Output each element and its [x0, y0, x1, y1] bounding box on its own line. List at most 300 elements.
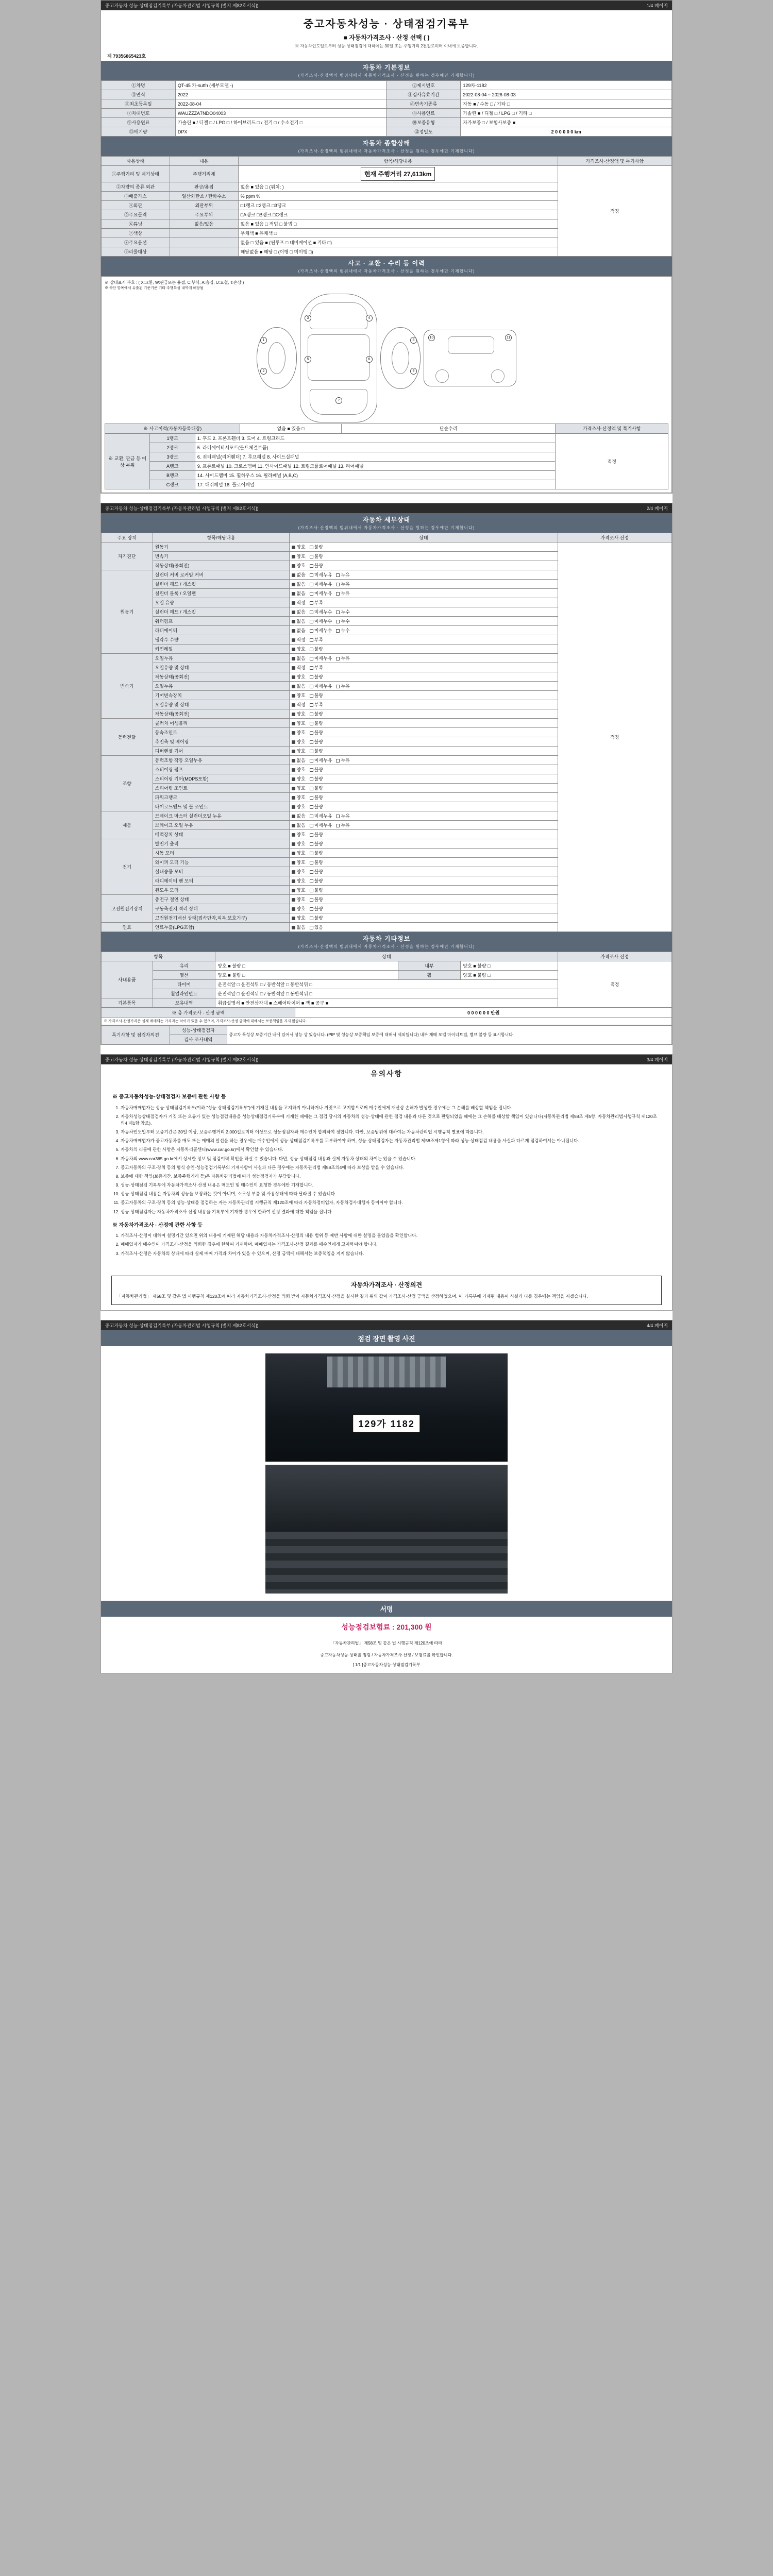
parts-rank-table [105, 433, 668, 489]
checkbox-icon[interactable] [292, 907, 295, 911]
checkbox-icon[interactable] [292, 713, 295, 716]
checkbox-icon[interactable] [292, 722, 295, 725]
detail-option[interactable]: 없음 [292, 812, 305, 819]
notice-item: 11. 중고자동차의 구조·장치 등의 성능·상태를 점검하는 자는 자동차관리법 시행규칙 제120조에 따라 자동차정비업자, 자동차검사대행자 등이어야 합니다. [121, 1199, 661, 1206]
parts-desc-2: 5. 라디에이터서포트(볼트체결부품) [195, 443, 556, 452]
checkbox-icon[interactable] [310, 833, 313, 837]
checkbox-icon[interactable] [310, 666, 313, 670]
detail-option[interactable]: 누수 [336, 618, 349, 624]
basic-info-table [101, 80, 672, 137]
checkbox-icon[interactable] [292, 564, 295, 568]
detail-option[interactable]: 미세누유 [310, 590, 332, 597]
detail-option[interactable]: 미세누유 [310, 655, 332, 662]
checkbox-icon[interactable] [292, 889, 295, 892]
other-r2-c: 양호 ■ 불량 □ [215, 971, 398, 980]
detail-option[interactable]: 없음 [292, 627, 305, 634]
detail-item-options [290, 765, 558, 774]
checkbox-icon[interactable] [292, 768, 295, 772]
marker-6: 6 [366, 356, 373, 363]
marker-4: 4 [366, 315, 373, 321]
checkbox-icon[interactable] [336, 685, 340, 688]
checkbox-icon[interactable] [292, 657, 295, 660]
parts-desc-5: 14. 사이드멤버 15. 휠하우스 16. 필라패널 (A,B,C) [195, 471, 556, 480]
detail-option[interactable]: 양호 [292, 673, 305, 680]
detail-option[interactable]: 없음 [292, 608, 305, 615]
detail-option[interactable]: 불량 [310, 738, 323, 745]
table-row [102, 109, 672, 118]
checkbox-icon[interactable] [336, 657, 340, 660]
detail-group-name: 변속기 [102, 654, 153, 719]
overall-r7-b [170, 229, 238, 238]
detail-option[interactable]: 양호 [292, 905, 305, 912]
checkbox-icon[interactable] [292, 592, 295, 596]
detail-option[interactable]: 양호 [292, 868, 305, 875]
page-2 [100, 503, 673, 1045]
checkbox-icon[interactable] [292, 815, 295, 818]
overall-r5-c: □A랭크 □B랭크 □C랭크 [238, 210, 558, 219]
detail-item-label: 와이퍼 모터 기능 [153, 858, 290, 867]
detail-item-label: 윈도우 모터 [153, 886, 290, 895]
checkbox-icon[interactable] [292, 833, 295, 837]
notice-item: 3. 가격조사·산정은 자동차의 상태에 따라 실제 매매 가격과 차이가 있을 수 있으며, 산정 금액에 대해서는 보증책임을 지지 않습니다. [121, 1250, 661, 1257]
detail-option[interactable]: 양호 [292, 553, 305, 560]
detail-item-label: 실린더 블록 / 오일팬 [153, 589, 290, 598]
page-4-topbar [101, 1320, 672, 1330]
overall-r1-b: 주행거리계 [170, 166, 238, 182]
detail-option[interactable]: 미세누수 [310, 618, 332, 624]
checkbox-icon[interactable] [310, 750, 313, 753]
total-price-table [101, 1008, 672, 1025]
detail-option[interactable]: 누유 [336, 581, 349, 587]
checkbox-icon[interactable] [310, 629, 313, 633]
total-price-value: 0 0 0 0 0 0 만원 [295, 1008, 672, 1018]
detail-option[interactable]: 양호 [292, 803, 305, 810]
checkbox-icon[interactable] [292, 685, 295, 688]
detail-option[interactable]: 불량 [310, 905, 323, 912]
other-col-3: 가격조사·산정 [558, 952, 671, 961]
checkbox-icon[interactable] [292, 796, 295, 800]
other-r2-e: 양호 ■ 불량 □ [461, 971, 558, 980]
detail-option[interactable]: 없음 [292, 822, 305, 828]
detail-option[interactable]: 부족 [310, 636, 323, 643]
checkbox-icon[interactable] [310, 573, 313, 577]
checkbox-icon[interactable] [292, 861, 295, 865]
detail-option[interactable]: 누유 [336, 822, 349, 828]
checkbox-icon[interactable] [292, 666, 295, 670]
checkbox-icon[interactable] [310, 917, 313, 920]
checkbox-icon[interactable] [310, 861, 313, 865]
overall-r9-b [170, 247, 238, 257]
detail-table-body [102, 543, 672, 932]
parts-rank-5: B랭크 [150, 471, 195, 480]
checkbox-icon[interactable] [310, 648, 313, 651]
detail-option[interactable]: 불량 [310, 914, 323, 921]
detail-option[interactable]: 불량 [310, 794, 323, 801]
checkbox-icon[interactable] [336, 611, 340, 614]
checkbox-icon[interactable] [310, 759, 313, 762]
other-band [101, 932, 672, 952]
detail-item-label: 디퍼렌셜 기어 [153, 747, 290, 756]
checkbox-icon[interactable] [292, 694, 295, 698]
detail-option[interactable]: 불량 [310, 748, 323, 754]
detail-option[interactable]: 불량 [310, 544, 323, 550]
detail-item-options [290, 691, 558, 700]
right-side-view [380, 327, 421, 389]
checkbox-icon[interactable] [310, 852, 313, 855]
detail-option[interactable]: 양호 [292, 831, 305, 838]
checkbox-icon[interactable] [292, 824, 295, 827]
checkbox-icon[interactable] [310, 926, 313, 929]
marker-11: 11 [505, 334, 512, 341]
checkbox-icon[interactable] [292, 805, 295, 809]
detail-option[interactable]: 양호 [292, 720, 305, 726]
checkbox-icon[interactable] [292, 870, 295, 874]
checkbox-icon[interactable] [336, 759, 340, 762]
detail-option[interactable]: 불량 [310, 840, 323, 847]
detail-item-options [290, 635, 558, 645]
detail-option[interactable]: 양호 [292, 729, 305, 736]
marker-3: 3 [305, 315, 311, 321]
document-title: 중고자동차성능 · 상태점검기록부 [303, 19, 470, 30]
checkbox-icon[interactable] [292, 777, 295, 781]
checkbox-icon[interactable] [310, 842, 313, 846]
special-notes-text: 중고차 특성상 보증기간 내에 있어서 성능 상 있습니다. (PIP 및 성능상 보증책임 보증에 대해서 제외됩니다) 내부 재매 모델 마이너트립, 벨브 불량 등 표시합니다 [227, 1026, 671, 1044]
detail-item-options [290, 811, 558, 821]
checkbox-icon[interactable] [292, 583, 295, 586]
checkbox-icon[interactable] [310, 592, 313, 596]
other-r1-e: 양호 ■ 불량 □ [461, 961, 558, 971]
detail-option[interactable]: 부족 [310, 599, 323, 606]
detail-option[interactable]: 미세누유 [310, 571, 332, 578]
detail-option[interactable]: 불량 [310, 803, 323, 810]
checkbox-icon[interactable] [310, 796, 313, 800]
detail-option[interactable]: 불량 [310, 710, 323, 717]
checkbox-icon[interactable] [310, 713, 313, 716]
checkbox-icon[interactable] [310, 638, 313, 642]
detail-item-label: 시동 모터 [153, 849, 290, 858]
detail-item-label: 등속조인트 [153, 728, 290, 737]
detail-option[interactable]: 누유 [336, 757, 349, 764]
other-r1-b: 유리 [153, 961, 215, 971]
table-row [102, 118, 672, 127]
parts-rank-2: 2랭크 [150, 443, 195, 452]
checkbox-icon[interactable] [292, 917, 295, 920]
detail-option[interactable]: 누유 [336, 590, 349, 597]
detail-option[interactable]: 누수 [336, 608, 349, 615]
basic-info-band-sub: (가격조사·산정액의 범위내에서 자동차가격조사 · 산정을 원하는 경우에만 기재합니다) [298, 73, 475, 78]
detail-option[interactable]: 양호 [292, 859, 305, 866]
detail-option[interactable]: 양호 [292, 692, 305, 699]
notice-item: 2. 매매업자가 매수인이 가격조사·산정을 의뢰한 경우에 한하여 기재하며, 매매업자는 가격조사·산정 결과를 매수인에게 고지하여야 합니다. [121, 1241, 661, 1248]
checkbox-icon[interactable] [336, 815, 340, 818]
detail-option[interactable]: 누유 [336, 571, 349, 578]
checkbox-icon[interactable] [310, 768, 313, 772]
detail-option[interactable]: 불량 [310, 850, 323, 856]
parts-rank-6: C랭크 [150, 480, 195, 489]
overall-r8-b [170, 238, 238, 247]
detail-option[interactable]: 양호 [292, 896, 305, 903]
checkbox-icon[interactable] [310, 815, 313, 818]
detail-option[interactable]: 불량 [310, 887, 323, 893]
parts-label: ※ 교환, 판금 등 이상 부위 [105, 434, 150, 489]
checkbox-icon[interactable] [292, 852, 295, 855]
detail-option[interactable]: 불량 [310, 868, 323, 875]
checkbox-icon[interactable] [310, 805, 313, 809]
notice-item: 8. 보증에 대한 책임(보증기간, 보증주행거리 등)은 자동차관리법에 따라 성능점검자가 부담합니다. [121, 1173, 661, 1180]
detail-option[interactable]: 양호 [292, 766, 305, 773]
detail-option[interactable]: 불량 [310, 562, 323, 569]
checkbox-icon[interactable] [336, 620, 340, 623]
detail-item-label: 오일누유 [153, 682, 290, 691]
detail-option[interactable]: 미세누유 [310, 581, 332, 587]
overall-r3-c: % ppm % [238, 192, 558, 201]
detail-option[interactable]: 불량 [310, 646, 323, 652]
detail-option[interactable]: 누유 [336, 655, 349, 662]
detail-eval-value: 적정 [558, 543, 671, 932]
detail-option[interactable]: 양호 [292, 710, 305, 717]
detail-option[interactable]: 적정 [292, 636, 305, 643]
checkbox-icon[interactable] [292, 731, 295, 735]
overall-r9-c: 해당없음 ■ 해당 □ (이행 □ 미이행 □) [238, 247, 558, 257]
basic-value-4: 2022-08-04 ~ 2026-08-03 [461, 90, 672, 99]
detail-option[interactable]: 없음 [292, 571, 305, 578]
checkbox-icon[interactable] [292, 898, 295, 902]
detail-option[interactable]: 누유 [336, 812, 349, 819]
checkbox-icon[interactable] [292, 648, 295, 651]
detail-option[interactable]: 불량 [310, 673, 323, 680]
checkbox-icon[interactable] [310, 787, 313, 790]
other-eval: 적정 [558, 961, 671, 1008]
checkbox-icon[interactable] [292, 759, 295, 762]
detail-option[interactable]: 불량 [310, 553, 323, 560]
detail-option[interactable]: 불량 [310, 729, 323, 736]
basic-label-6: ⑥변속기종류 [386, 99, 461, 109]
checkbox-icon[interactable] [310, 611, 313, 614]
marker-9: 9 [410, 368, 417, 375]
basic-info-band-title: 자동차 기본정보 [362, 64, 411, 71]
detail-option[interactable]: 누유 [336, 683, 349, 689]
detail-option[interactable]: 없음 [292, 757, 305, 764]
basic-value-12: 2 0 0 0 0 0 km [461, 127, 672, 137]
detail-option[interactable]: 부족 [310, 664, 323, 671]
checkbox-icon[interactable] [310, 564, 313, 568]
detail-item-options [290, 821, 558, 830]
checkbox-icon[interactable] [310, 675, 313, 679]
notice-title: 유의사항 [370, 1070, 403, 1078]
detail-item-options [290, 728, 558, 737]
table-row [102, 1008, 672, 1018]
checkbox-icon[interactable] [336, 583, 340, 586]
checkbox-icon[interactable] [292, 750, 295, 753]
notice-heading-2: ※ 자동차가격조사 · 산정에 관한 사항 등 [112, 1222, 203, 1228]
overall-r1-c [238, 166, 558, 182]
checkbox-icon[interactable] [310, 722, 313, 725]
detail-option[interactable]: 불량 [310, 831, 323, 838]
side-profile-view [424, 330, 516, 386]
other-info-table [101, 952, 672, 1008]
detail-option[interactable]: 적정 [292, 664, 305, 671]
detail-option[interactable]: 없음 [292, 581, 305, 587]
basic-value-2: 129차-1182 [461, 81, 672, 90]
marker-8: 8 [410, 337, 417, 344]
detail-item-label: 실린더 헤드 / 개스킷 [153, 607, 290, 617]
other-r5-b: 보유내역 [153, 998, 215, 1008]
checkbox-icon[interactable] [292, 620, 295, 623]
detail-option[interactable]: 미세누유 [310, 822, 332, 828]
detail-item-label: 작동상태(공회전) [153, 561, 290, 570]
photo-area [101, 1346, 672, 1601]
checkbox-icon[interactable] [310, 731, 313, 735]
basic-label-9: ⑨사용연료 [102, 118, 176, 127]
basic-label-5: ⑤최초등록일 [102, 99, 176, 109]
detail-item-options [290, 663, 558, 672]
detail-option[interactable]: 불량 [310, 896, 323, 903]
checkbox-icon[interactable] [292, 842, 295, 846]
checkbox-icon[interactable] [292, 573, 295, 577]
checkbox-icon[interactable] [292, 675, 295, 679]
basic-label-4: ④검사유효기간 [386, 90, 461, 99]
checkbox-icon[interactable] [336, 573, 340, 577]
detail-option[interactable]: 양호 [292, 646, 305, 652]
detail-option[interactable]: 불량 [310, 785, 323, 791]
inspection-fee [101, 1617, 672, 1637]
detail-option[interactable]: 양호 [292, 877, 305, 884]
detail-option[interactable]: 양호 [292, 840, 305, 847]
detail-option[interactable]: 없음 [292, 924, 305, 930]
detail-item-options [290, 923, 558, 932]
detail-item-options [290, 626, 558, 635]
other-r3-c: 운전석앞 □ 운전석뒤 □ / 동반석앞 □ 동반석뒤 □ [215, 980, 558, 989]
checkbox-icon[interactable] [292, 638, 295, 642]
detail-group-name: 동력전달 [102, 719, 153, 756]
checkbox-icon[interactable] [292, 740, 295, 744]
overall-r6-c: 없음 ■ 있음 □ 적법 □ 불법 □ [238, 219, 558, 229]
detail-option[interactable]: 미세누유 [310, 683, 332, 689]
checkbox-icon[interactable] [310, 907, 313, 911]
topbar-page-indicator-4: 4/4 페이지 [646, 1323, 668, 1328]
detail-option[interactable]: 양호 [292, 887, 305, 893]
detail-item-label: 브레이크 마스터 실린더오일 누유 [153, 811, 290, 821]
price-opinion-title: 자동차가격조사 · 산정의견 [350, 1281, 423, 1289]
detail-option[interactable]: 양호 [292, 544, 305, 550]
table-row [102, 127, 672, 137]
detail-option[interactable]: 양호 [292, 748, 305, 754]
basic-value-8: 가솔린 ■ / 디젤 □ / LPG □ / 기타 □ [461, 109, 672, 118]
checkbox-icon[interactable] [292, 926, 295, 929]
checkbox-icon[interactable] [310, 694, 313, 698]
detail-option[interactable]: 양호 [292, 738, 305, 745]
detail-option[interactable]: 양호 [292, 562, 305, 569]
checkbox-icon[interactable] [336, 629, 340, 633]
checkbox-icon[interactable] [292, 601, 295, 605]
notice-item: 12. 성능·상태점검자는 자동차가격조사·산정 내용을 기록부에 기재한 경우에 한하여 산정 결과에 대한 책임을 집니다. [121, 1209, 661, 1215]
detail-item-label: 연료누출(LPG포함) [153, 923, 290, 932]
checkbox-icon[interactable] [292, 546, 295, 549]
checkbox-icon[interactable] [310, 685, 313, 688]
detail-option[interactable]: 없음 [292, 590, 305, 597]
checkbox-icon[interactable] [336, 592, 340, 596]
overall-eval: 적정 [558, 166, 671, 257]
detail-option[interactable]: 양호 [292, 785, 305, 791]
checkbox-icon[interactable] [292, 611, 295, 614]
detail-option[interactable]: 부족 [310, 701, 323, 708]
topbar-page-indicator-2: 2/4 페이지 [646, 506, 668, 511]
notice-item: 1. 자동차매매업자는 성능·상태점검기록부(이하 "성능·상태점검기록부")에 기재된 내용을 고지하지 아니하거나 거짓으로 고지함으로써 매수인에게 재산상 손해가 발생한 경우에는 그 손해를 배상할 책임을 집니다. [121, 1105, 661, 1111]
checkbox-icon[interactable] [292, 629, 295, 633]
table-row [102, 81, 672, 90]
table-row [105, 434, 668, 443]
detail-option[interactable]: 없음 [292, 655, 305, 662]
checkbox-icon[interactable] [310, 546, 313, 549]
checkbox-icon[interactable] [310, 601, 313, 605]
notice-heading-1: ※ 중고자동차성능·상태점검자 보증에 관한 사항 등 [112, 1094, 226, 1100]
detail-option[interactable]: 적정 [292, 599, 305, 606]
checkbox-icon[interactable] [310, 879, 313, 883]
detail-item-label: 추진축 및 베어링 [153, 737, 290, 747]
checkbox-icon[interactable] [310, 824, 313, 827]
basic-label-2: ②제시번호 [386, 81, 461, 90]
checkbox-icon[interactable] [310, 703, 313, 707]
detail-option[interactable]: 불량 [310, 859, 323, 866]
detail-option[interactable]: 미세누수 [310, 608, 332, 615]
checkbox-icon[interactable] [310, 620, 313, 623]
basic-label-8: ⑧사용연료 [386, 109, 461, 118]
detail-option[interactable]: 양호 [292, 794, 305, 801]
checkbox-icon[interactable] [336, 824, 340, 827]
detail-option[interactable]: 양호 [292, 850, 305, 856]
left-side-view [257, 327, 297, 389]
checkbox-icon[interactable] [310, 870, 313, 874]
photo-ceiling-light [327, 1357, 446, 1387]
checkbox-icon[interactable] [310, 657, 313, 660]
detail-option[interactable]: 미세누수 [310, 627, 332, 634]
checkbox-icon[interactable] [310, 583, 313, 586]
overall-r4-b: 외판부위 [170, 201, 238, 210]
detail-option[interactable]: 불량 [310, 766, 323, 773]
basic-label-11: ⑪배기량 [102, 127, 176, 137]
detail-option[interactable]: 양호 [292, 914, 305, 921]
checkbox-icon[interactable] [292, 703, 295, 707]
detail-option[interactable]: 미세누유 [310, 812, 332, 819]
detail-option[interactable]: 미세누유 [310, 757, 332, 764]
detail-option[interactable]: 불량 [310, 775, 323, 782]
detail-option[interactable]: 불량 [310, 720, 323, 726]
detail-item-label: 발전기 출력 [153, 839, 290, 849]
detail-option[interactable]: 불량 [310, 692, 323, 699]
notice-item: 7. 중고자동차의 구조·장치 등의 형식 승인·성능점검기록부의 기재사항이 사실과 다른 경우에는 자동차관리법 제58조의4에 따라 보상을 받을 수 있습니다. [121, 1164, 661, 1171]
checkbox-icon[interactable] [310, 898, 313, 902]
checkbox-icon[interactable] [310, 740, 313, 744]
topbar-left-text-3: 중고자동차 성능·상태점검기록부 (자동차관리법 시행규칙 [별지 제82호서식]) [105, 1057, 259, 1062]
detail-item-options [290, 802, 558, 811]
checkbox-icon[interactable] [310, 777, 313, 781]
detail-option[interactable]: 있음 [310, 924, 323, 930]
detail-option[interactable]: 적정 [292, 701, 305, 708]
checkbox-icon[interactable] [292, 555, 295, 558]
detail-option[interactable]: 불량 [310, 877, 323, 884]
detail-option[interactable]: 없음 [292, 683, 305, 689]
detail-option[interactable]: 없음 [292, 618, 305, 624]
checkbox-icon[interactable] [310, 889, 313, 892]
detail-option[interactable]: 누수 [336, 627, 349, 634]
detail-option[interactable]: 양호 [292, 775, 305, 782]
notice-item: 9. 성능·상태점검 기록부에 자동차가격조사·산정 내용은 매도인 및 매수인이 요청한 경우에만 기재합니다. [121, 1182, 661, 1189]
checkbox-icon[interactable] [292, 787, 295, 790]
checkbox-icon[interactable] [310, 555, 313, 558]
checkbox-icon[interactable] [292, 879, 295, 883]
overall-r7-c: 무채색 ■ 유채색 □ [238, 229, 558, 238]
detail-band-sub: (가격조사·산정액의 범위내에서 자동차가격조사 · 산정을 원하는 경우에만 기재합니다) [298, 526, 475, 530]
